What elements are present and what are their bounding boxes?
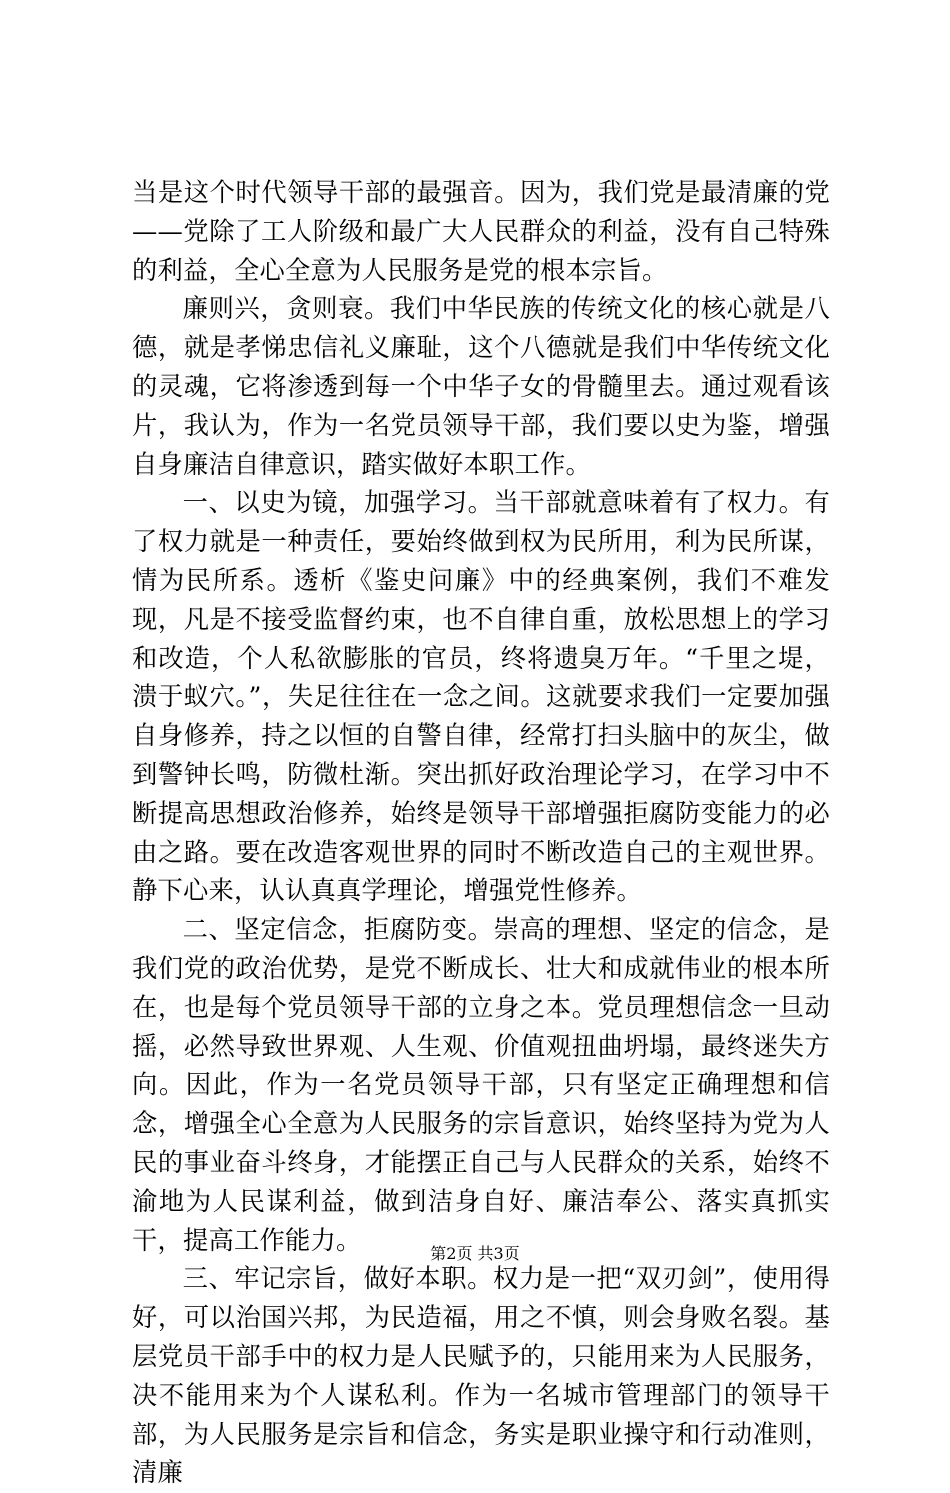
paragraph-point-one: 一、以史为镜，加强学习。当干部就意味着有了权力。有了权力就是一种责任，要始终做到权为民所用，利为民所谋，情为民所系。透析《鉴史问廉》中的经典案例，我们不难发现，凡是不接受监督约束，也不自律自重，放松思想上的学习和改造，个人私欲膨胀的官员，终将遗臭万年。“千里之堤，溃于蚁穴。”，失足往往在一念之间。这就要求我们一定要加强自身修养，持之以恒的自警自律，经常打扫头脑中的灰尘，做到警钟长鸣，防微杜渐。突出抓好政治理论学习，在学习中不断提高思想政治修养，始终是领导干部增强拒腐防变能力的必由之路。要在改造客观世界的同时不断改造自己的主观世界。静下心来，认认真真学理论，增强党性修养。 — [132, 488, 830, 906]
paragraph-continuation: 当是这个时代领导干部的最强音。因为，我们党是最清廉的党——党除了工人阶级和最广大人民群众的利益，没有自己特殊的利益，全心全意为人民服务是党的根本宗旨。 — [132, 178, 830, 285]
paragraph-integrity: 廉则兴，贪则衰。我们中华民族的传统文化的核心就是八德，就是孝悌忠信礼义廉耻，这个八德就是我们中华传统文化的灵魂，它将渗透到每一个中华子女的骨髓里去。通过观看该片，我认为，作为一名党员领导干部，我们要以史为鉴，增强自身廉洁自律意识，踏实做好本职工作。 — [132, 294, 830, 479]
paragraph-point-two: 二、坚定信念，拒腐防变。崇高的理想、坚定的信念，是我们党的政治优势，是党不断成长、壮大和成就伟业的根本所在，也是每个党员领导干部的立身之本。党员理想信念一旦动摇，必然导致世界观、人生观、价值观扭曲坍塌，最终迷失方向。因此，作为一名党员领导干部，只有坚定正确理想和信念，增强全心全意为人民服务的宗旨意识，始终坚持为党为人民的事业奋斗终身，才能摆正自己与人民群众的关系，始终不渝地为人民谋利益，做到洁身自好、廉洁奉公、落实真抓实干，提高工作能力。 — [132, 915, 830, 1255]
page-footer: 第2页 共3页 — [430, 1244, 520, 1263]
paragraph-point-three: 三、牢记宗旨，做好本职。权力是一把“双刃剑”，使用得好，可以治国兴邦，为民造福，用之不慎，则会身败名裂。基层党员干部手中的权力是人民赋予的，只能用来为人民服务，决不能用来为个人谋私利。作为一名城市管理部门的领导干部，为人民服务是宗旨和信念，务实是职业操守和行动准则，清廉 — [132, 1264, 830, 1488]
document-body — [132, 174, 830, 1493]
